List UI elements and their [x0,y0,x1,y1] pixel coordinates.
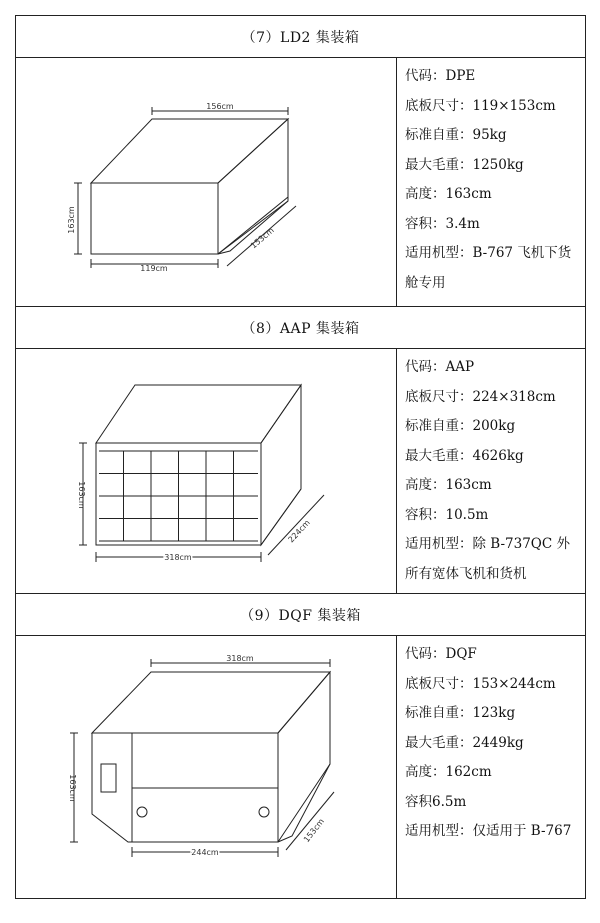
spec-base-size: 底板尺寸：224×318cm [405,388,556,405]
ld2-width-dimension: 119cm [140,264,168,273]
ld2-spec-list [397,58,586,307]
spec-height: 高度：163cm [405,477,492,493]
dqf-door-window [101,764,116,792]
dqf-container-diagram [16,636,397,898]
spec-aircraft: 适用机型：除 B-737QC 外所有宽体飞机和货机 [405,536,570,582]
spec-base-size: 底板尺寸：119×153cm [405,97,556,114]
spec-aircraft: 适用机型：B-767 飞机下货舱专用 [405,245,572,291]
dqf-top-face [92,672,330,733]
container-spec-table [15,15,586,899]
spec-volume: 容积：3.4m [405,215,480,232]
spec-max-gross: 最大毛重：2449kg [405,734,524,751]
spec-tare-weight: 标准自重：123kg [405,705,516,721]
spec-max-gross: 最大毛重：1250kg [405,156,524,173]
dqf-height-dimension: 163cm [68,774,77,802]
aap-width-dimension: 318cm [164,553,192,562]
aap-container-diagram [16,349,397,593]
dqf-right-porthole [259,807,269,817]
section-title: （9）DQF 集装箱 [16,594,586,636]
section-title: （7）LD2 集装箱 [16,16,586,58]
spec-volume: 容积6.5m [405,793,467,810]
ld2-height-dimension: 163cm [67,206,76,234]
spec-code: 代码：DQF [405,646,477,662]
aap-side-face [261,385,301,545]
spec-code: 代码：AAP [405,359,475,375]
aap-height-dimension: 163cm [77,481,86,509]
spec-base-size: 底板尺寸：153×244cm [405,675,556,692]
dqf-width-dimension: 244cm [191,848,219,857]
ld2-container-diagram [16,58,397,306]
aap-spec-list [397,349,586,594]
aap-top-face [96,385,301,443]
dqf-diagram-cell [16,636,397,899]
ld2-diagram-cell [16,58,397,307]
spec-volume: 容积：10.5m [405,506,489,523]
ld2-front-face [91,183,218,254]
spec-tare-weight: 标准自重：200kg [405,418,516,434]
spec-max-gross: 最大毛重：4626kg [405,447,524,464]
spec-height: 高度：162cm [405,764,492,780]
dqf-top-dimension: 318cm [226,654,254,663]
dqf-spec-list [397,636,586,899]
spec-height: 高度：163cm [405,186,492,202]
ld2-top-dimension: 156cm [206,102,234,111]
aap-diagram-cell [16,349,397,594]
ld2-top-face [91,119,288,183]
spec-code: 代码：DPE [405,68,476,84]
ld2-depth-dimension: 153cm [248,225,276,251]
section-title: （8）AAP 集装箱 [16,307,586,349]
dqf-depth-dimension: 153cm [302,816,327,845]
dqf-left-porthole [137,807,147,817]
aap-depth-dimension: 224cm [286,518,312,545]
spec-tare-weight: 标准自重：95kg [405,127,507,143]
spec-aircraft: 适用机型：仅适用于 B-767 [405,823,572,839]
